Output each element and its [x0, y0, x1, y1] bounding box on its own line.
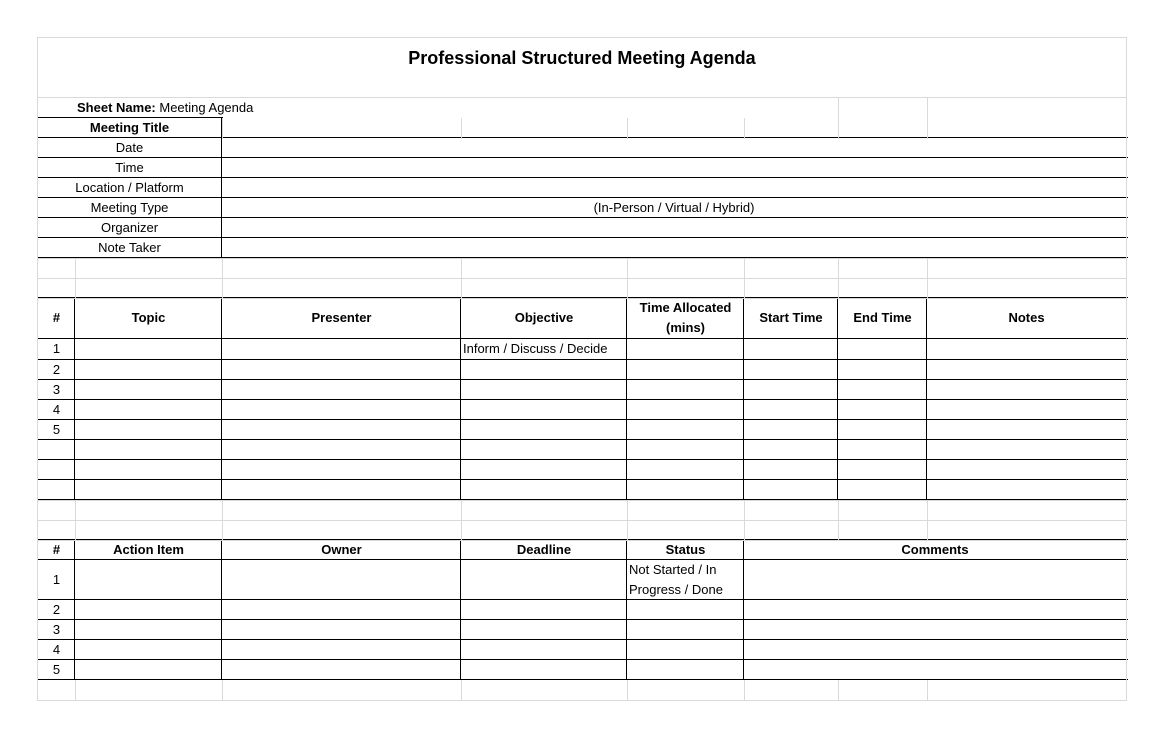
action-header-deadline: Deadline — [516, 542, 572, 557]
page-title: Professional Structured Meeting Agenda — [408, 48, 756, 68]
border-line — [37, 439, 1128, 440]
gridline — [927, 97, 928, 119]
time-label: Time — [115, 160, 144, 175]
sheet-name-label: Sheet Name: — [77, 100, 156, 115]
gridline — [627, 680, 628, 701]
agenda-row-num: 4 — [52, 402, 61, 417]
action-row-num: 4 — [52, 642, 61, 657]
meeting-type-label: Meeting Type — [90, 200, 169, 215]
gridline — [927, 118, 928, 139]
agenda-header-notes: Notes — [1008, 310, 1045, 325]
organizer-label: Organizer — [100, 220, 159, 235]
note-taker-value-cell[interactable] — [222, 238, 1126, 258]
border-line — [37, 679, 1128, 680]
meeting-type-value[interactable]: (In-Person / Virtual / Hybrid) — [593, 200, 755, 215]
action-row-num: 2 — [52, 602, 61, 617]
agenda-row-num: 3 — [52, 382, 61, 397]
border-line — [37, 399, 1128, 400]
gridline — [222, 118, 223, 139]
date-value-cell[interactable] — [222, 138, 1126, 158]
gridline — [838, 97, 839, 119]
agenda-header-end-time: End Time — [853, 310, 912, 325]
gridline — [461, 680, 462, 701]
gridline — [927, 680, 928, 701]
border-line — [37, 599, 1128, 600]
agenda-header-objective: Objective — [514, 310, 574, 325]
gridline — [37, 278, 1127, 279]
gridline — [75, 680, 76, 701]
gridline — [222, 680, 223, 701]
location-value-cell[interactable] — [222, 178, 1126, 198]
agenda-row-num: 2 — [52, 362, 61, 377]
action-header-comments: Comments — [901, 542, 969, 557]
sheet-name-row — [75, 98, 455, 118]
action-header-num: # — [52, 542, 61, 557]
agenda-header-num: # — [52, 310, 61, 325]
border-line — [37, 379, 1128, 380]
action-header-owner: Owner — [321, 542, 362, 557]
agenda-header-presenter: Presenter — [311, 310, 372, 325]
gridline — [744, 118, 745, 139]
gridline — [744, 680, 745, 701]
gridline — [1126, 37, 1127, 701]
action-row-num: 1 — [52, 572, 61, 587]
border-line — [37, 459, 1128, 460]
action-header-status: Status — [665, 542, 706, 557]
sheet-name-value: Meeting Agenda — [159, 100, 254, 115]
gridline — [838, 118, 839, 139]
border-line — [37, 359, 1128, 360]
agenda-header-time-allocated: Time Allocated (mins) — [639, 300, 732, 335]
location-label: Location / Platform — [75, 180, 184, 195]
border-line — [37, 479, 1128, 480]
border-line — [37, 639, 1128, 640]
border-line — [37, 659, 1128, 660]
time-value-cell[interactable] — [222, 158, 1126, 178]
agenda-row-num: 5 — [52, 422, 61, 437]
agenda-header-topic: Topic — [131, 310, 166, 325]
gridline — [627, 118, 628, 139]
gridline — [461, 118, 462, 139]
agenda-row-num: 1 — [52, 341, 61, 356]
action-row-num: 3 — [52, 622, 61, 637]
gridline — [37, 258, 1127, 259]
action-header-action-item: Action Item — [113, 542, 184, 557]
agenda-row-objective[interactable]: Inform / Discuss / Decide — [463, 341, 608, 356]
note-taker-label: Note Taker — [98, 240, 161, 255]
border-line — [37, 419, 1128, 420]
organizer-value-cell[interactable] — [222, 218, 1126, 238]
meeting-title-label: Meeting Title — [89, 120, 170, 135]
agenda-header-start-time: Start Time — [759, 310, 823, 325]
action-row-status[interactable]: Not Started / In Progress / Done — [629, 562, 723, 597]
action-row-num: 5 — [52, 662, 61, 677]
gridline — [37, 520, 1127, 521]
gridline — [838, 680, 839, 701]
border-line — [37, 619, 1128, 620]
gridline — [37, 500, 1127, 501]
date-label: Date — [115, 140, 144, 155]
gridline — [37, 700, 1127, 701]
